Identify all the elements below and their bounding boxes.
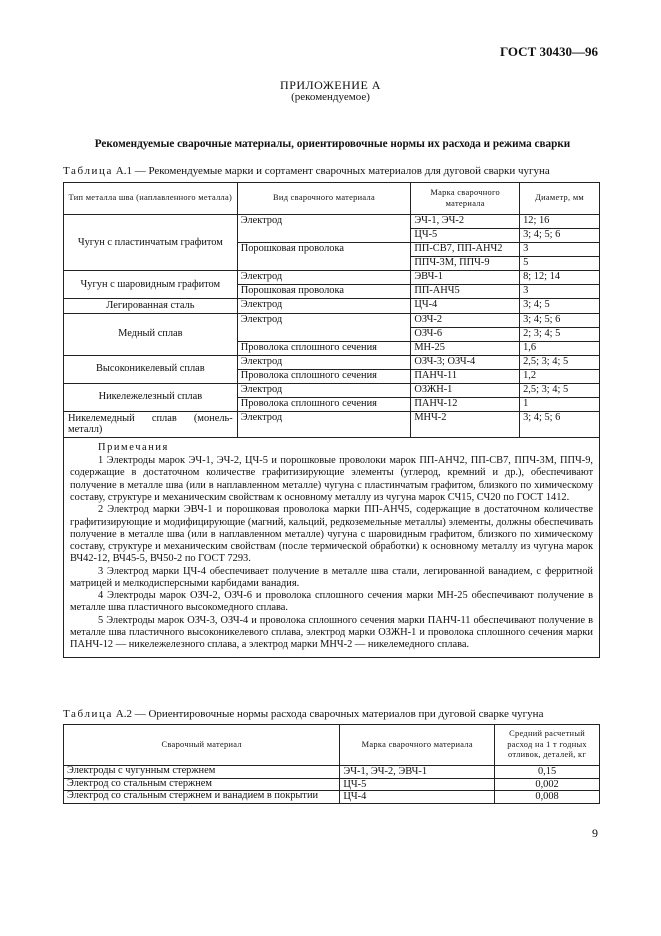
- table1-caption-text: А.1 — Рекомендуемые марки и сортамент сварочных материалов для дуговой сварки чугуна: [115, 165, 550, 177]
- material-kind-cell: Порошковая проволока: [237, 285, 411, 299]
- diameter-cell: 3; 4; 5; 6: [520, 229, 600, 243]
- metal-type-cell: Медный сплав: [64, 313, 238, 355]
- material-grade-cell: ПП-СВ7, ПП-АНЧ2: [411, 243, 520, 257]
- material-grade-cell: ЭВЧ-1: [411, 271, 520, 285]
- diameter-cell: 3; 4; 5: [520, 299, 600, 314]
- table2-header-consumption: Средний расчетный расход на 1 т годных отливок, деталей, кг: [495, 725, 600, 766]
- material-grade-cell: ОЗЧ-3; ОЗЧ-4: [411, 355, 520, 369]
- table2-caption: [63, 708, 543, 720]
- material-grade-cell: ОЗЧ-2: [411, 313, 520, 327]
- diameter-cell: 2,5; 3; 4; 5: [520, 383, 600, 397]
- diameter-cell: 3: [520, 285, 600, 299]
- material-kind-cell: Электрод: [237, 383, 411, 397]
- table1-header-material-grade: Марка сварочного материала: [411, 183, 520, 215]
- table-row: [64, 766, 600, 779]
- appendix-subtitle: (рекомендуемое): [291, 91, 370, 103]
- material-grade-cell: ППЧ-3М, ППЧ-9: [411, 257, 520, 271]
- metal-type-cell: Легированная сталь: [64, 299, 238, 314]
- diameter-cell: 3: [520, 243, 600, 257]
- table-row: [64, 778, 600, 791]
- metal-type-cell: Высоконикелевый сплав: [64, 355, 238, 383]
- material-kind-cell: Проволока сплошного сечения: [237, 369, 411, 383]
- consumption-cell: 0,008: [495, 791, 600, 804]
- diameter-cell: 3; 4; 5; 6: [520, 411, 600, 437]
- table-row: [64, 411, 600, 437]
- table1-notes: [64, 437, 600, 658]
- appendix-title: ПРИЛОЖЕНИЕ А: [280, 78, 381, 92]
- material-grade-cell: ЦЧ-4: [411, 299, 520, 314]
- table-welding-materials: [63, 182, 600, 658]
- metal-type-cell: Никелемедный сплав (монель-металл): [64, 411, 238, 437]
- table-row: [64, 313, 600, 327]
- note-1: 1 Электроды марок ЭЧ-1, ЭЧ-2, ЦЧ-5 и порошковые проволоки марок ПП-АНЧ2, ПП-СВ7, ППЧ-3М, ППЧ-9, содержащие в достаточном количестве графитизирующие элементы (углерод, кремний и др.), обеспечивают получение в металле шва (или в наплавленном металле) чугуна с пластинчатым графитом, близкого по химическому составу, структуре и механическим свойствам к основному металлу из чугуна марок СЧ15, СЧ20 по ГОСТ 1412.: [70, 455, 593, 503]
- metal-type-cell: Чугун с шаровидным графитом: [64, 271, 238, 299]
- standard-number: ГОСТ 30430—96: [499, 44, 598, 59]
- material-kind-cell: Электрод: [237, 271, 411, 285]
- section-title: Рекомендуемые сварочные материалы, ориентировочные нормы их расхода и режима сварки: [94, 138, 571, 150]
- material-grade-cell: ЦЧ-5: [411, 229, 520, 243]
- note-5: 5 Электроды марок ОЗЧ-3, ОЗЧ-4 и проволока сплошного сечения марки ПАНЧ-11 обеспечивают получение в металле шва пластичного высоконикелевого сплава, электрод марки ОЗЖН-1 и проволока сплошного сечения марки ПАНЧ-12 — никележелезного сплава, а электрод марки МНЧ-2 — никелемедного сплава.: [70, 614, 593, 651]
- table2-caption-label: Таблица: [63, 708, 113, 720]
- table1-body: [64, 215, 600, 438]
- notes-title: Примечания: [98, 441, 169, 453]
- material-kind-cell: Электрод: [237, 215, 411, 243]
- table1-header-diameter: Диаметр, мм: [520, 183, 600, 215]
- material-grade-cell: ПАНЧ-12: [411, 397, 520, 411]
- table-row: [64, 355, 600, 369]
- grade-cell: ЦЧ-4: [340, 791, 495, 804]
- metal-type-cell: Никележелезный сплав: [64, 383, 238, 411]
- material-kind-cell: Электрод: [237, 411, 411, 437]
- table-row: [64, 271, 600, 285]
- material-cell: Электрод со стальным стержнем: [64, 778, 340, 791]
- diameter-cell: 5: [520, 257, 600, 271]
- diameter-cell: 8; 12; 14: [520, 271, 600, 285]
- material-kind-cell: Электрод: [237, 299, 411, 314]
- material-grade-cell: ЭЧ-1, ЭЧ-2: [411, 215, 520, 229]
- material-kind-cell: Электрод: [237, 313, 411, 341]
- material-kind-cell: Электрод: [237, 355, 411, 369]
- table1-header-material-kind: Вид сварочного материала: [237, 183, 411, 215]
- table-row: [64, 215, 600, 229]
- material-cell: Электрод со стальным стержнем и ванадием в покрытии: [64, 791, 340, 804]
- diameter-cell: 1,6: [520, 341, 600, 355]
- material-grade-cell: ПАНЧ-11: [411, 369, 520, 383]
- grade-cell: ЦЧ-5: [340, 778, 495, 791]
- material-kind-cell: Порошковая проволока: [237, 243, 411, 271]
- note-2: 2 Электрод марки ЭВЧ-1 и порошковая проволока марки ПП-АНЧ5, содержащие в достаточном количестве графитизирующие и модифицирующие (магний, кальций, редкоземельные металлы) элементы, должны обеспечивать получение в металле шва (или в наплавленном металле) чугуна с шаровидным графитом, близкого по химическому составу, структуре и механическим свойствам (после термической обработки) к основному металлу из чугуна марок ВЧ42-12, ВЧ45-5, ВЧ50-2 по ГОСТ 7293.: [70, 504, 593, 565]
- consumption-cell: 0,002: [495, 778, 600, 791]
- table2-header-grade: Марка сварочного материала: [340, 725, 495, 766]
- page-number: 9: [592, 826, 598, 840]
- table-row: [64, 791, 600, 804]
- metal-type-cell: Чугун с пластинчатым графитом: [64, 215, 238, 271]
- material-grade-cell: МНЧ-2: [411, 411, 520, 437]
- table-row: [64, 383, 600, 397]
- material-grade-cell: ПП-АНЧ5: [411, 285, 520, 299]
- consumption-cell: 0,15: [495, 766, 600, 779]
- table2-body: [64, 766, 600, 804]
- diameter-cell: 2,5; 3; 4; 5: [520, 355, 600, 369]
- grade-cell: ЭЧ-1, ЭЧ-2, ЭВЧ-1: [340, 766, 495, 779]
- table1-header-metal-type: Тип металла шва (наплавленного металла): [64, 183, 238, 215]
- table-consumption-norms: [63, 724, 600, 804]
- diameter-cell: 12; 16: [520, 215, 600, 229]
- material-grade-cell: ОЗЧ-6: [411, 327, 520, 341]
- material-grade-cell: ОЗЖН-1: [411, 383, 520, 397]
- material-cell: Электроды с чугунным стержнем: [64, 766, 340, 779]
- diameter-cell: 1: [520, 397, 600, 411]
- table1-caption-label: Таблица: [63, 165, 113, 177]
- table2-caption-text: А.2 — Ориентировочные нормы расхода сварочных материалов при дуговой сварке чугуна: [115, 708, 544, 720]
- table2-header-material: Сварочный материал: [64, 725, 340, 766]
- diameter-cell: 3; 4; 5; 6: [520, 313, 600, 327]
- material-grade-cell: МН-25: [411, 341, 520, 355]
- diameter-cell: 2; 3; 4; 5: [520, 327, 600, 341]
- material-kind-cell: Проволока сплошного сечения: [237, 341, 411, 355]
- table-row: [64, 299, 600, 314]
- note-4: 4 Электроды марок ОЗЧ-2, ОЗЧ-6 и проволока сплошного сечения марки МН-25 обеспечивают получение в металле шва пластичного высокомедного сплава.: [70, 590, 593, 614]
- material-kind-cell: Проволока сплошного сечения: [237, 397, 411, 411]
- table1-caption: [63, 165, 550, 177]
- diameter-cell: 1,2: [520, 369, 600, 383]
- note-3: 3 Электрод марки ЦЧ-4 обеспечивает получение в металле шва стали, легированной ванадием, с ферритной матрицей и мелкодисперсными карбидами ванадия.: [70, 565, 593, 589]
